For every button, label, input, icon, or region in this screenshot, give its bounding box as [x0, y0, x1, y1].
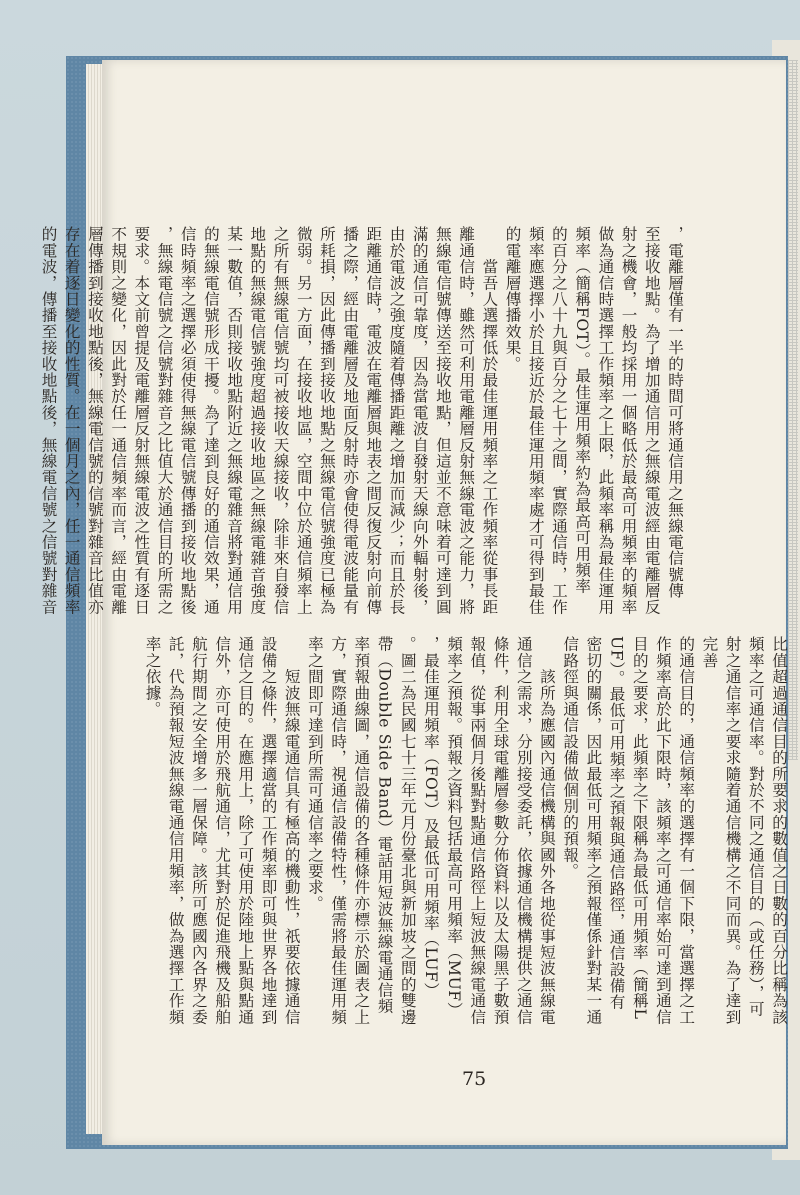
page-number: 75	[462, 1068, 487, 1090]
body-text-upper: ，電離層僅有一半的時間可將通信用之無線電信號傳 至接收地點。為了增加通信用之無線電波經由電離層反 射之機會，一般均採用一個略低於最高可用頻率的頻率 做為通信時選擇工作頻率之上限，此頻率稱為最佳運用 頻率（簡稱FOT）。最佳運用頻率約為最高可用頻率 的百分之八十九與百分之七十之間，實際通信時，工作 頻率應選擇小於且接近於最佳運用頻率處才可得到最佳 的電離層傳播效果。 當吾人選擇低於最佳運用頻率之工作頻率從事長距 離通信時，雖然可利用電離層反射無線電波之能力，將 無線電信號傳送至接收地點，但這並不意味着可達到圓 滿的通信可靠度，因為當電波自發射天線向外輻射後， 由於電波之強度隨着傳播距離之增加而減少；而且於長 距離通信時，電波在電離層與地表之間反復反射向前傳 播之際，經由電離層及地面反射時亦會使得電波能量有 所耗損，因此傳播到接收地點之無線電信號強度已極為 微弱。另一方面，在接收地區，空間中位於通信頻率上 之所有無線電信號均可被接收天線接收，除非來自發信 地點的無線電信號強度超過接收地區之無線電雜音強度 某一數值，否則接收地點附近之無線電雜音將對通信用 的無線電信號形成干擾。為了達到良好的通信效果，通 信時頻率之選擇必須使得無線電信號傳播到接收地點後 ，無線電信號之信號對雜音之比值大於通信目的所需之 要求。本文前曾提及電離層反射無線電波之性質有逐日 不規則之變化，因此對於任一通信頻率而言，經由電離 層傳播到接收地點後，無線電信號的信號對雜音比值亦 存在着逐日變化的性質。在一個月之內，任一通信頻率 的電波，傳播至接收地點後，無線電信號之信號對雜音	[39, 226, 684, 615]
body-text-lower: 比值超過通信目的所要求的數值之日數的百分比稱為該 頻率之可通信率。對於不同之通信目的（或任務），可 射之通信率之要求隨着通信機構之不同而異。為了達到完善 的通信目的，通信頻率的選擇有一個下限，當選擇之工 作頻率高於此下限時，該頻率之可通信率始可達到通信 目的之要求，此頻率之下限稱為最低可用頻率（簡稱L UF）。最低可用頻率之預報與通信路徑，通信設備有 密切的關係，因此最低可用頻率之預報僅係針對某一通 信路徑與通信設備做個別的預報。 該所為應國內通信機構與國外各地從事短波無線電 通信之需求，分別接受委託，依據通信機構提供之通信 條件，利用全球電離層參數分佈資料以及太陽黑子數預 報值，從事兩個月後點對點通信路徑上短波無線電通信 頻率之預報。預報之資料包括最高可用頻率（MUF） ，最佳運用頻率（FOT）及最低可用頻率（LUF） 。圖二為民國七十三年元月份臺北與新加坡之間的雙邊 帶（Double Side Band）電話用短波無線電通信頻 率預報曲線圖，通信設備的各種條件亦標示於圖表之上 方，實際通信時，視通信設備特性，僅需將最佳運用頻 率之間即可達到所需可通信率之要求。 短波無線電通信具有極高的機動性，祇要依據通信 設備之條件，選擇適當的工作頻率即可與世界各地達到 通信之目的。在應用上，除了可使用於陸地上點與點通 信外，亦可使用於飛航通信，尤其對於促進飛機及船舶 航行期間之安全增多一層保障。該所可應國內各界之委 託，代為預報短波無線電通信用頻率，做為選擇工作頻 率之依據。	[143, 636, 788, 1025]
